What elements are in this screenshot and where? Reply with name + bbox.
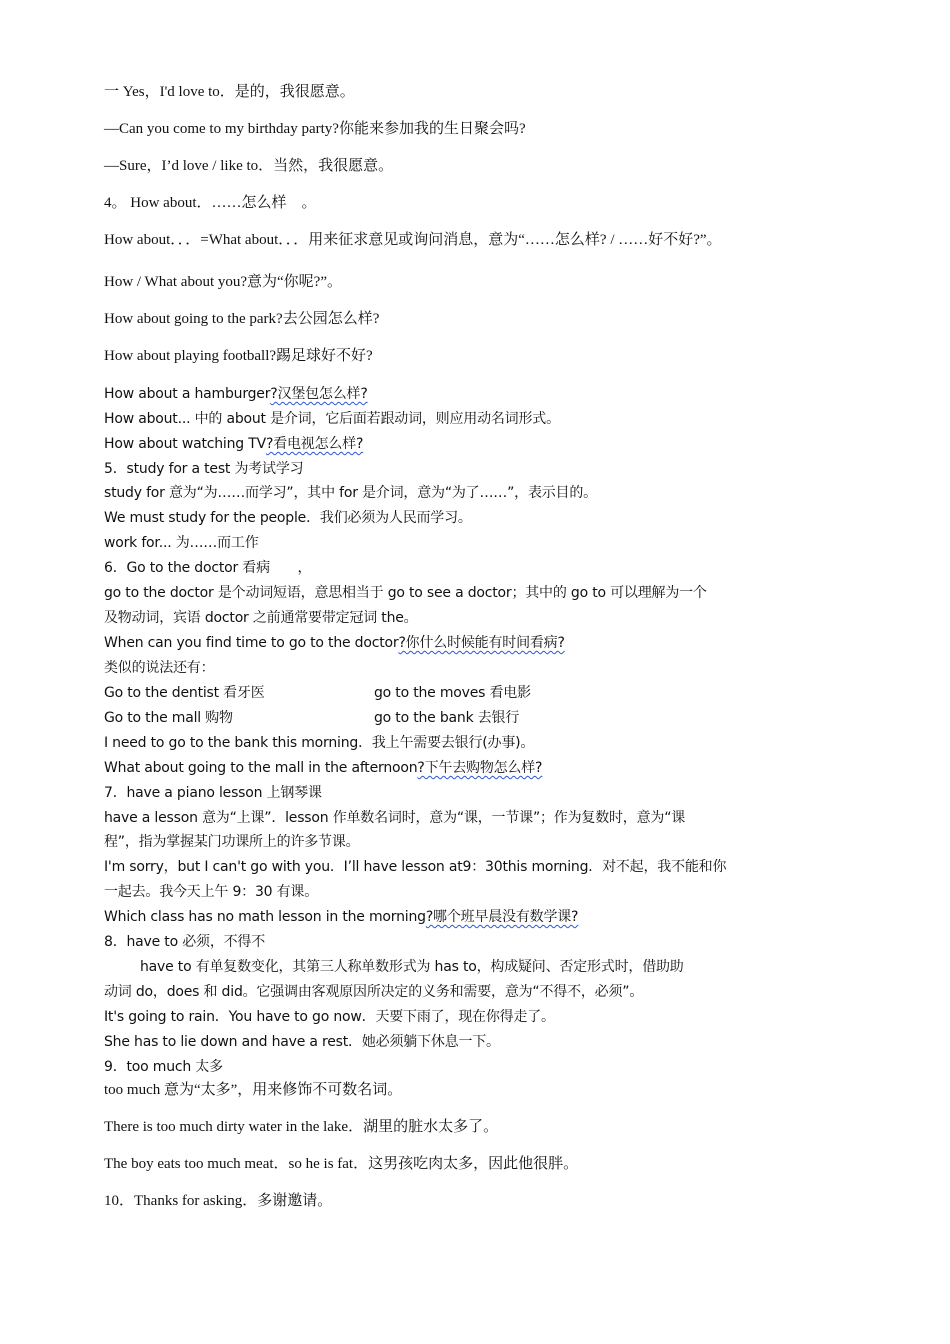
- section-heading: 7．have a piano lesson 上钢琴课: [104, 785, 322, 801]
- example-sentence: I'm sorry，but I can't go with you．I’ll have lesson at9：30this morning．对不起，我不能和你: [104, 859, 727, 875]
- text-line: 动词 do，does 和 did。它强调由客观原因所决定的义务和需要，意为“不得不，必须”。: [104, 984, 644, 1000]
- text-line: How / What about you?意为“你呢?”。: [104, 274, 343, 290]
- example-sentence: It's going to rain．You have to go now．天要下雨了，现在你得走了。: [104, 1009, 555, 1025]
- text-line: —Can you come to my birthday party?你能来参加我的生日聚会吗?: [104, 121, 526, 137]
- text-line: too much 意为“太多”，用来修饰不可数名词。: [104, 1082, 403, 1098]
- section-heading: 4。 How about．……怎么样 。: [104, 195, 317, 211]
- section-heading: 5．study for a test 为考试学习: [104, 461, 304, 477]
- phrase-pair: [104, 708, 233, 728]
- section-heading: 6．Go to the doctor 看病 ，: [104, 560, 312, 576]
- example-sentence: [104, 384, 368, 404]
- text-line: 一起去。我今天上午 9：30 有课。: [104, 884, 319, 900]
- sentence-chinese: ?你什么时候能有时间看病?: [398, 635, 565, 651]
- example-sentence: [104, 633, 565, 653]
- text-line: have to 有单复数变化，其第三人称单数形式为 has to，构成疑问、否定形式时，借助助: [140, 959, 684, 975]
- example-sentence: [104, 907, 578, 927]
- sentence-english: Which class has no math lesson in the morning: [104, 909, 426, 925]
- example-sentence: How about playing football?踢足球好不好?: [104, 348, 373, 364]
- sentence-english: When can you find time to go to the doctor: [104, 635, 399, 651]
- sentence-chinese: ?看电视怎么样?: [265, 436, 364, 452]
- section-heading: 9．too much 太多: [104, 1059, 223, 1075]
- section-heading: 10．Thanks for asking．多谢邀请。: [104, 1193, 333, 1209]
- example-sentence: [104, 434, 363, 454]
- text-line: How about．．．=What about．．．用来征求意见或询问消息，意为“……怎么样? / ……好不好?”。: [104, 232, 722, 248]
- sentence-chinese: ?下午去购物怎么样?: [417, 760, 543, 776]
- section-heading: 8．have to 必须，不得不: [104, 934, 266, 950]
- text-line: have a lesson 意为“上课”．lesson 作单数名词时，意为“课，一节课”；作为复数时，意为“课: [104, 810, 686, 826]
- sentence-english: What about going to the mall in the afternoon: [104, 760, 418, 776]
- sentence-chinese: ?汉堡包怎么样?: [270, 386, 368, 402]
- phrase-pair: [104, 683, 265, 703]
- text-line: How about... 中的 about 是介词，它后面若跟动词，则应用动名词形式。: [104, 411, 560, 427]
- example-sentence: How about going to the park?去公园怎么样?: [104, 311, 380, 327]
- sentence-english: How about watching TV: [104, 436, 266, 452]
- phrase-left: Go to the dentist 看牙医: [104, 685, 265, 701]
- text-line: 类似的说法还有：: [104, 660, 215, 676]
- text-line: go to the doctor 是个动词短语，意思相当于 go to see a doctor；其中的 go to 可以理解为一个: [104, 585, 707, 601]
- example-sentence: I need to go to the bank this morning．我上午需要去银行(办事)。: [104, 735, 535, 751]
- phrase-right: go to the moves 看电影: [374, 685, 531, 701]
- text-line: 及物动词，宾语 doctor 之前通常要带定冠词 the。: [104, 610, 418, 626]
- example-sentence: The boy eats too much meat．so he is fat．这男孩吃肉太多，因此他很胖。: [104, 1156, 579, 1172]
- text-line: 程”，指为掌握某门功课所上的许多节课。: [104, 834, 360, 850]
- text-line: work for... 为……而工作: [104, 535, 259, 551]
- text-line: —Sure，I’d love / like to．当然，我很愿意。: [104, 158, 394, 174]
- sentence-chinese: ?哪个班早晨没有数学课?: [425, 909, 579, 925]
- example-sentence: We must study for the people．我们必须为人民而学习。: [104, 510, 472, 526]
- sentence-english: How about a hamburger: [104, 386, 271, 402]
- example-sentence: There is too much dirty water in the lake．湖里的脏水太多了。: [104, 1119, 499, 1135]
- example-sentence: She has to lie down and have a rest．她必须躺下休息一下。: [104, 1034, 500, 1050]
- text-line: study for 意为“为……而学习”，其中 for 是介词，意为“为了……”，表示目的。: [104, 485, 597, 501]
- phrase-left: Go to the mall 购物: [104, 710, 233, 726]
- example-sentence: [104, 758, 542, 778]
- text-line: 一 Yes，I'd love to．是的，我很愿意。: [104, 84, 355, 100]
- phrase-right: go to the bank 去银行: [374, 710, 520, 726]
